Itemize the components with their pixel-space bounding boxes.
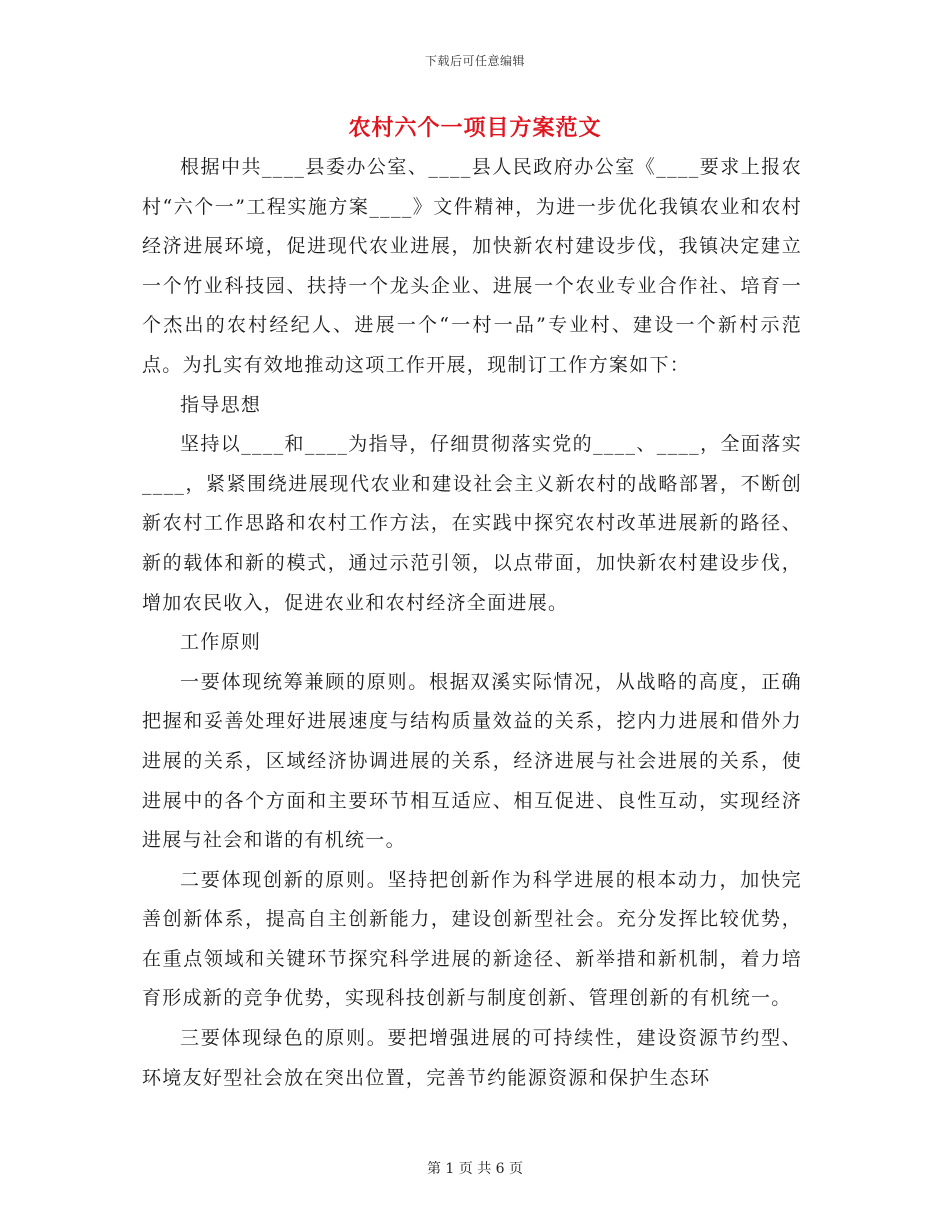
principle-three-paragraph: 三要体现绿色的原则。要把增强进展的可持续性，建设资源节约型、环境友好型社会放在突出位置，完善节约能源资源和保护生态环 bbox=[142, 1027, 802, 1089]
principle-one-paragraph: 一要体现统筹兼顾的原则。根据双溪实际情况，从战略的高度，正确把握和妥善处理好进展速度与结构质量效益的关系，挖内力进展和借外力进展的关系，区域经济协调进展的关系，经济进展与社会进展的关系，使进展中的各个方面和主要环节相互适应、相互促进、良性互动，实现经济进展与社会和谐的有机统一。 bbox=[142, 670, 802, 852]
header-note: 下载后可任意编辑 bbox=[424, 54, 525, 68]
section-heading-work-principles: 工作原则 bbox=[180, 631, 262, 654]
guiding-thought-paragraph: 坚持以____和____为指导，仔细贯彻落实党的____、____，全面落实____，紧紧围绕进展现代农业和建设社会主义新农村的战略部署，不断创新农村工作思路和农村工作方法，在实践中探究农村改革进展新的路径、新的载体和新的模式，通过示范引领，以点带面，加快新农村建设步伐，增加农民收入，促进农业和农村经济全面进展。 bbox=[142, 433, 802, 614]
document-body bbox=[142, 148, 802, 1098]
document-title: 农村六个一项目方案范文 bbox=[348, 115, 602, 141]
intro-paragraph: 根据中共____县委办公室、____县人民政府办公室《____要求上报农村“六个一”工程实施方案____》文件精神，为进一步优化我镇农业和农村经济进展环境，促进现代农业进展，加快新农村建设步伐，我镇决定建立一个竹业科技园、扶持一个龙头企业、进展一个农业专业合作社、培育一个杰出的农村经纪人、进展一个“一村一品”专业村、建设一个新村示范点。为扎实有效地推动这项工作开展，现制订工作方案如下： bbox=[142, 156, 802, 376]
principle-two-paragraph: 二要体现创新的原则。坚持把创新作为科学进展的根本动力，加快完善创新体系，提高自主创新能力，建设创新型社会。充分发挥比较优势，在重点领域和关键环节探究科学进展的新途径、新举措和新机制，着力培育形成新的竞争优势，实现科技创新与制度创新、管理创新的有机统一。 bbox=[142, 868, 802, 1010]
page-number: 第 1 页 共 6 页 bbox=[426, 1161, 524, 1177]
section-heading-guiding-thought: 指导思想 bbox=[180, 393, 262, 416]
